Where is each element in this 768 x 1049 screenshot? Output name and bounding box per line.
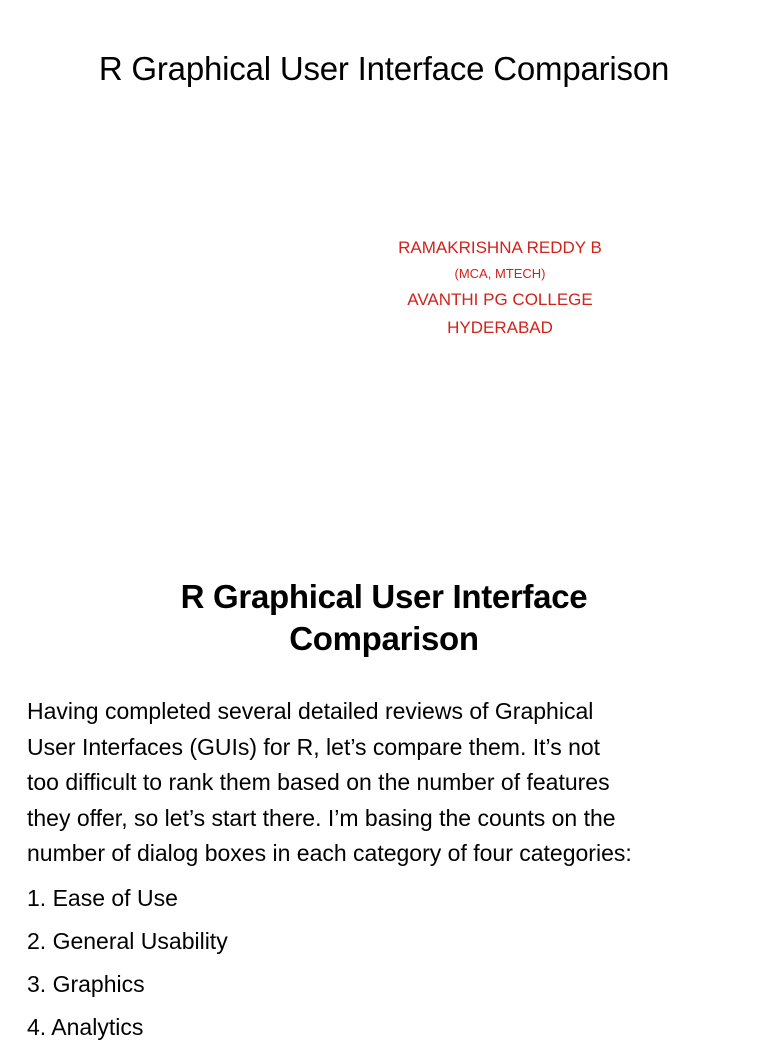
slide-2-title-line-1: R Graphical User Interface [180, 578, 588, 615]
paragraph-line: too difficult to rank them based on the number of features [27, 769, 610, 795]
slide-1 [0, 0, 768, 520]
slide-1-title: R Graphical User Interface Comparison [98, 50, 670, 87]
paragraph-line: number of dialog boxes in each category of four categories: [27, 840, 632, 866]
author-college: AVANTHI PG COLLEGE [407, 290, 593, 309]
paragraph-line: they offer, so let’s start there. I’m basing the counts on the [27, 804, 616, 831]
author-name: RAMAKRISHNA REDDY B [398, 238, 602, 257]
author-block [330, 234, 670, 342]
author-city: HYDERABAD [447, 318, 553, 337]
slide-2-title-line-2: Comparison [289, 620, 479, 657]
paragraph-line: User Interfaces (GUIs) for R, let’s compare them. It’s not [27, 733, 601, 760]
slide-2-title [0, 576, 768, 660]
author-qualification: (MCA, MTECH) [454, 266, 546, 281]
slide-2 [0, 540, 768, 1040]
list-item: 1. Ease of Use [27, 885, 178, 911]
list-item: 2. General Usability [27, 928, 228, 954]
category-list [27, 877, 228, 1049]
list-item: 3. Graphics [27, 971, 145, 997]
list-item: 4. Analytics [27, 1014, 144, 1040]
paragraph-line: Having completed several detailed reviews of Graphical [27, 698, 594, 724]
intro-paragraph [27, 694, 757, 872]
